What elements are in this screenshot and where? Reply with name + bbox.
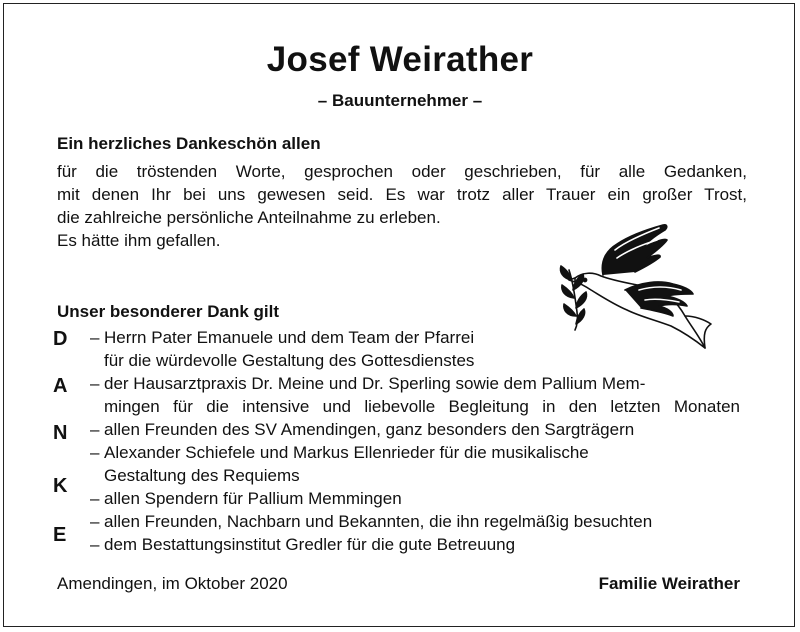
danke-letter: E xyxy=(53,524,67,546)
list-item: – allen Freunden des SV Amendingen, ganz besonders den Sargträgern xyxy=(90,420,635,439)
list-item-continuation: mingen für die intensive und liebevolle Begleitung in den letzten Monaten xyxy=(104,397,740,416)
list-item-continuation: Gestaltung des Requiems xyxy=(104,466,300,485)
thanks-line: für die tröstenden Worte, gesprochen oder geschrieben, für alle Gedanken, xyxy=(57,162,747,181)
signature: Familie Weirather xyxy=(598,574,740,593)
danke-letter: N xyxy=(53,422,68,444)
danke-letter: A xyxy=(53,375,68,397)
list-item: – der Hausarztpraxis Dr. Meine und Dr. Sperling sowie dem Pallium Mem- xyxy=(90,374,646,393)
thanks-line: mit denen Ihr bei uns gewesen seid. Es war trotz aller Trauer ein großer Trost, xyxy=(57,185,747,204)
thanks-heading: Ein herzliches Dankeschön allen xyxy=(57,134,321,153)
profession-subtitle: – Bauunternehmer – xyxy=(317,91,483,110)
place-date: Amendingen, im Oktober 2020 xyxy=(57,574,288,593)
thanks-line: Es hätte ihm gefallen. xyxy=(57,231,221,250)
list-item-continuation: für die würdevolle Gestaltung des Gottesdienstes xyxy=(104,351,475,370)
danke-letter: K xyxy=(53,475,68,497)
list-item: – allen Spendern für Pallium Memmingen xyxy=(90,489,402,508)
list-item: – Alexander Schiefele und Markus Ellenrieder für die musikalische xyxy=(90,443,589,462)
special-thanks-heading: Unser besonderer Dank gilt xyxy=(57,302,280,321)
list-item: – Herrn Pater Emanuele und dem Team der Pfarrei xyxy=(90,328,475,347)
list-item: – dem Bestattungsinstitut Gredler für die gute Betreuung xyxy=(90,535,516,554)
thanks-list xyxy=(90,326,740,556)
list-item: – allen Freunden, Nachbarn und Bekannten, die ihn regelmäßig besuchten xyxy=(90,512,653,531)
danke-letter: D xyxy=(53,328,68,350)
deceased-name: Josef Weirather xyxy=(266,40,534,79)
thanks-line: die zahlreiche persönliche Anteilnahme zu erleben. xyxy=(57,208,441,227)
